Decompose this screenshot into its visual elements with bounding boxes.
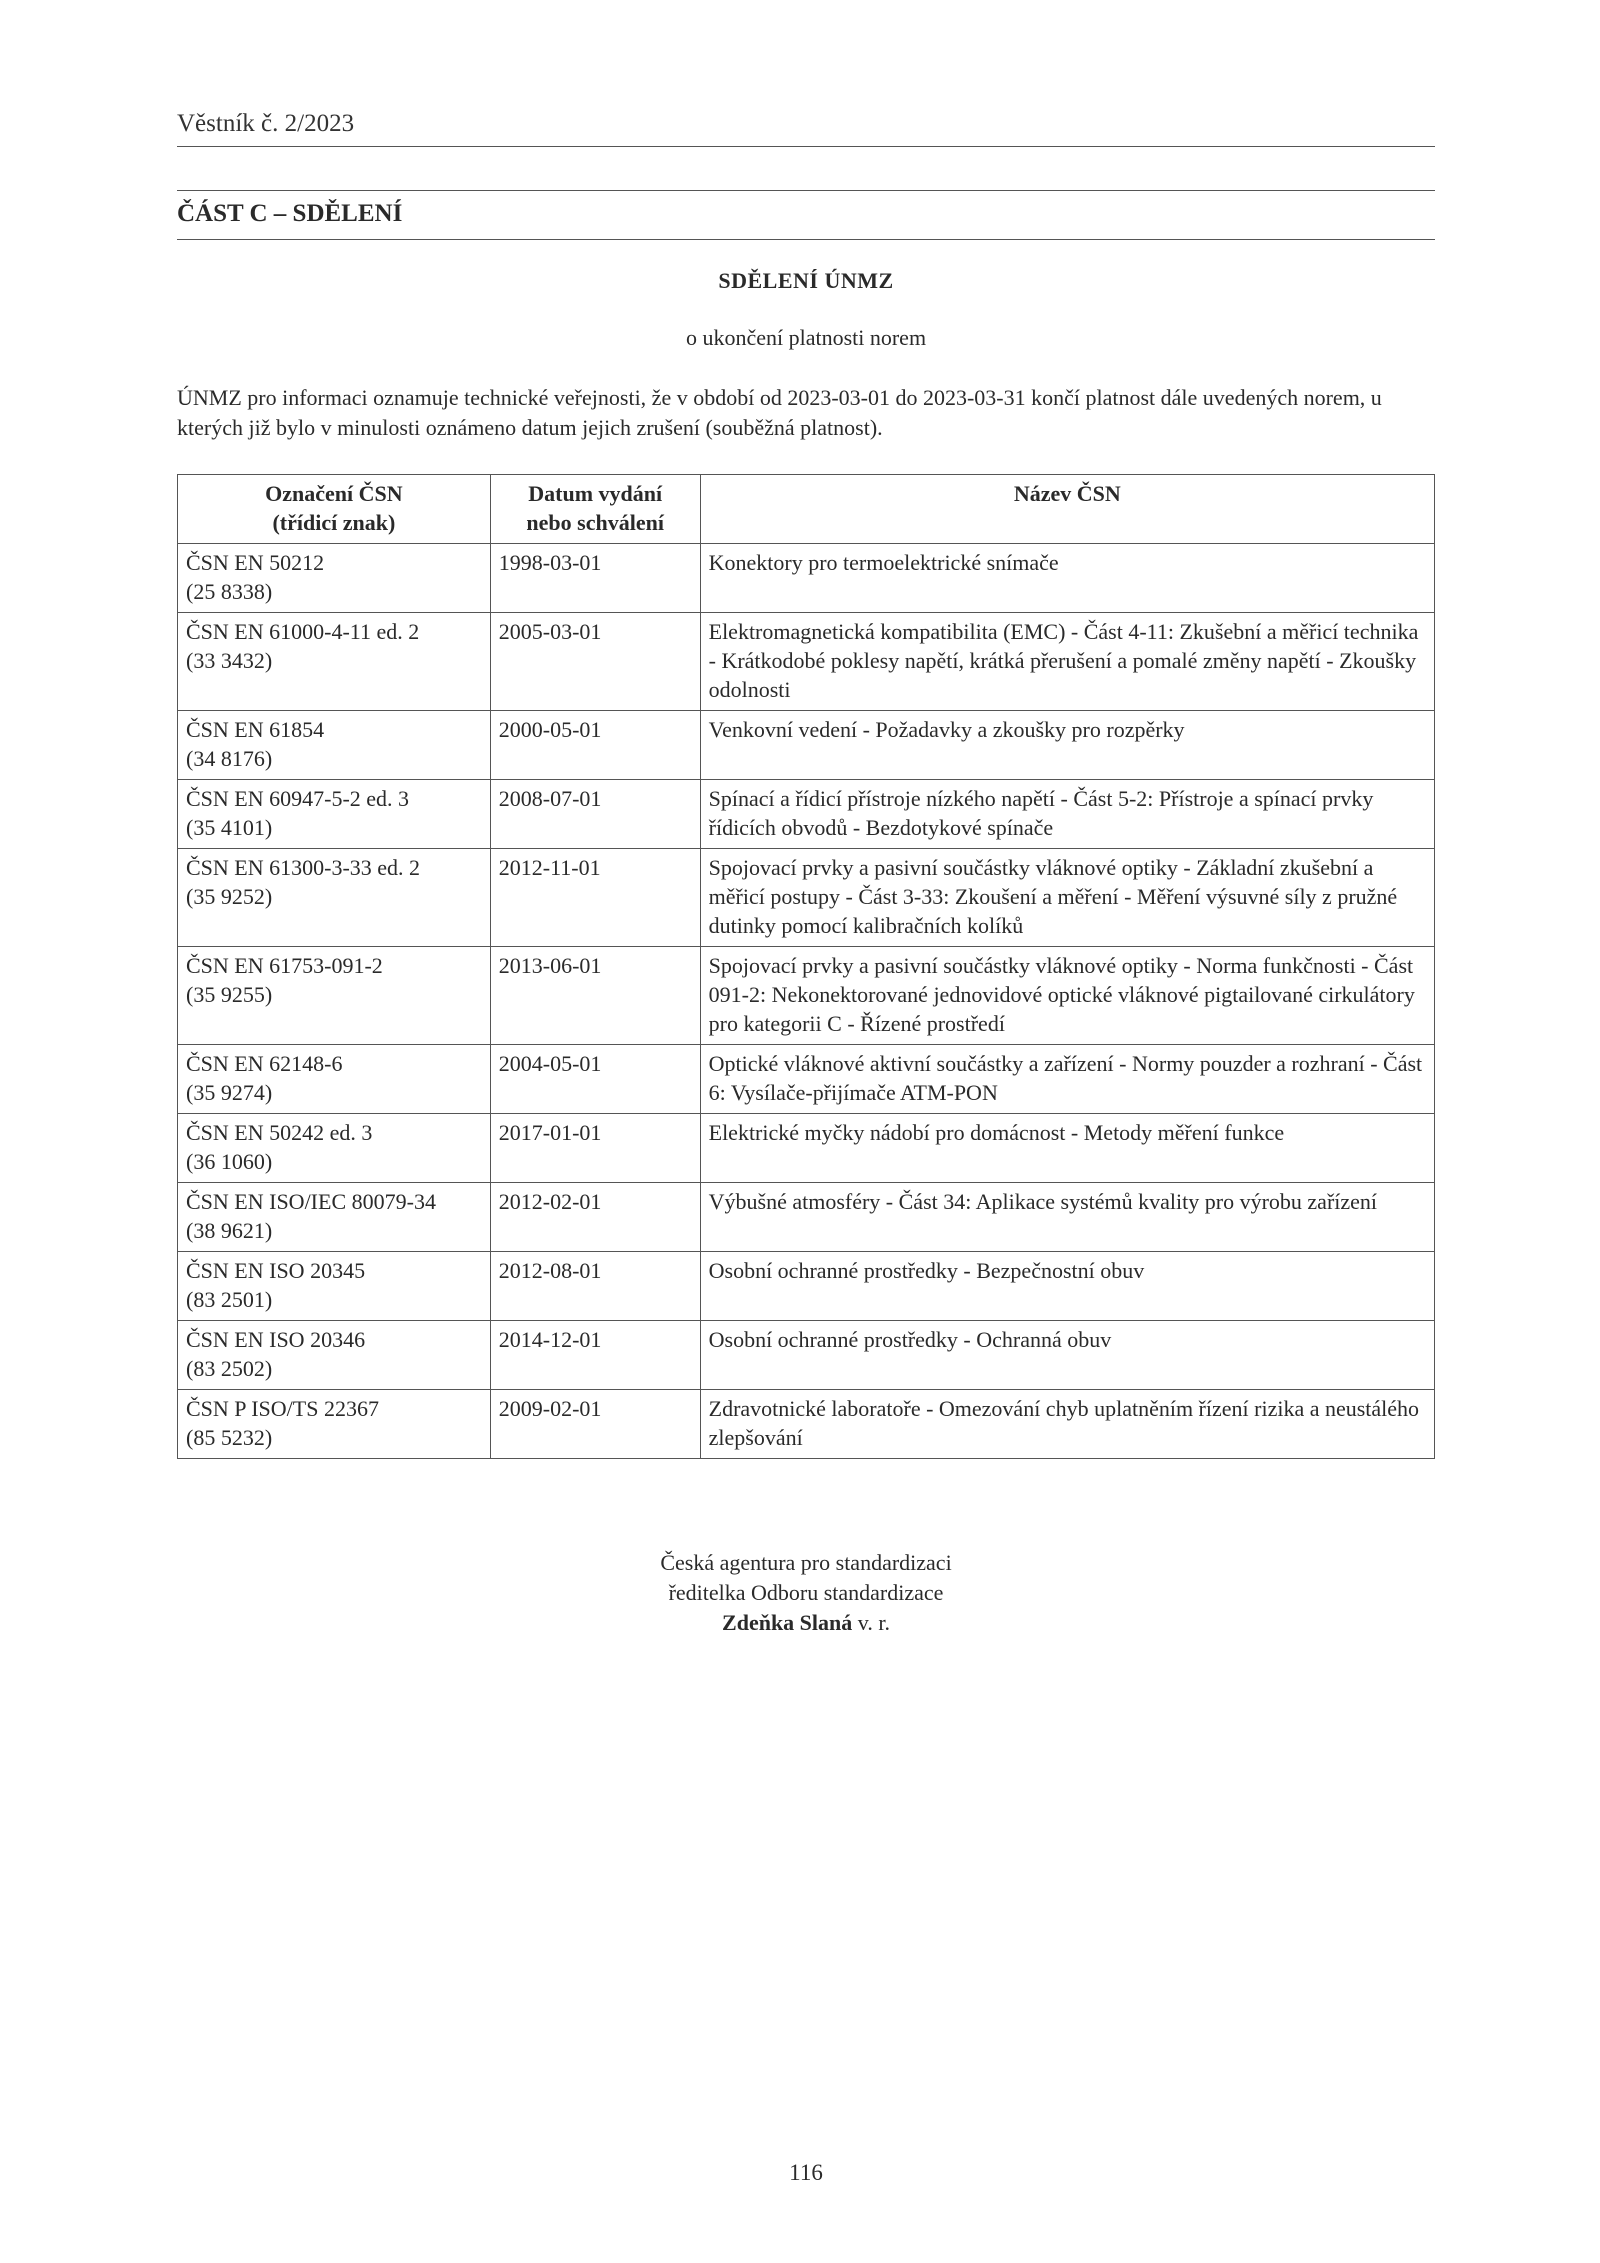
cell-date: 2004-05-01 [490,1045,700,1114]
cell-code [178,613,491,711]
table-row [178,947,1435,1045]
standard-code: ČSN EN 61300-3-33 ed. 2 [186,855,421,880]
cell-standard-name: Spínací a řídicí přístroje nízkého napětí - Část 5-2: Přístroje a spínací prvky řídicích obvodů - Bezdotykové spínače [700,780,1434,849]
signature-name-line [177,1608,1435,1638]
header-date-line2: nebo schválení [526,510,664,535]
cell-standard-name: Venkovní vedení - Požadavky a zkoušky pro rozpěrky [700,711,1434,780]
cell-code [178,1390,491,1459]
standard-code: ČSN EN 61753-091-2 [186,953,383,978]
cell-code [178,780,491,849]
cell-code [178,1321,491,1390]
cell-code [178,1045,491,1114]
table-row [178,544,1435,613]
signature-suffix: v. r. [852,1610,890,1635]
classification-mark: (36 1060) [186,1149,273,1174]
cell-standard-name: Elektromagnetická kompatibilita (EMC) - Část 4-11: Zkušební a měřicí technika - Krátkodobé poklesy napětí, krátká přerušení a pomalé změny napětí - Zkoušky odolnosti [700,613,1434,711]
header-code [178,475,491,544]
table-row [178,711,1435,780]
cell-standard-name: Elektrické myčky nádobí pro domácnost - Metody měření funkce [700,1114,1434,1183]
table-row [178,1114,1435,1183]
classification-mark: (83 2501) [186,1287,273,1312]
classification-mark: (25 8338) [186,579,273,604]
cell-date: 2012-02-01 [490,1183,700,1252]
running-head: Věstník č. 2/2023 [177,110,355,137]
table-body [178,544,1435,1459]
table-row [178,1183,1435,1252]
document-page [177,0,1435,2263]
classification-mark: (33 3432) [186,648,273,673]
classification-mark: (35 9255) [186,982,273,1007]
notice-title: SDĚLENÍ ÚNMZ [718,268,894,293]
header-code-line2: (třídicí znak) [272,510,396,535]
page-number: 116 [789,2160,823,2185]
classification-mark: (38 9621) [186,1218,273,1243]
signature-agency: Česká agentura pro standardizaci [660,1550,952,1575]
section-rule-bottom [177,239,1435,240]
cell-standard-name: Osobní ochranné prostředky - Ochranná obuv [700,1321,1434,1390]
cell-code [178,849,491,947]
table-header-row [178,475,1435,544]
standard-code: ČSN EN 60947-5-2 ed. 3 [186,786,410,811]
cell-date: 2012-11-01 [490,849,700,947]
cell-date: 2000-05-01 [490,711,700,780]
cell-date: 2017-01-01 [490,1114,700,1183]
cell-standard-name: Zdravotnické laboratoře - Omezování chyb uplatněním řízení rizika a neustálého zlepšování [700,1390,1434,1459]
cell-date: 2009-02-01 [490,1390,700,1459]
cell-code [178,1114,491,1183]
header-date [490,475,700,544]
standard-code: ČSN EN 50242 ed. 3 [186,1120,373,1145]
classification-mark: (83 2502) [186,1356,273,1381]
section-rule-top [177,190,1435,191]
standard-code: ČSN EN 61000-4-11 ed. 2 [186,619,420,644]
table-row [178,780,1435,849]
header-date-line1: Datum vydání [528,481,663,506]
cell-standard-name: Spojovací prvky a pasivní součástky vláknové optiky - Norma funkčnosti - Část 091-2: Nekonektorované jednovidové optické vláknové pigtailované cirkulátory pro kategorii C - Řízené prostředí [700,947,1434,1045]
part-title: ČÁST C – SDĚLENÍ [177,200,403,227]
classification-mark: (85 5232) [186,1425,273,1450]
cell-code [178,947,491,1045]
header-rule [177,146,1435,147]
cell-code [178,1252,491,1321]
cell-code [178,711,491,780]
standards-table [177,474,1435,1459]
standard-code: ČSN EN 61854 [186,717,325,742]
standard-code: ČSN EN ISO/IEC 80079-34 [186,1189,436,1214]
cell-date: 1998-03-01 [490,544,700,613]
table-row [178,1390,1435,1459]
cell-date: 2013-06-01 [490,947,700,1045]
table-row [178,1045,1435,1114]
standard-code: ČSN EN 62148-6 [186,1051,343,1076]
standard-code: ČSN EN ISO 20346 [186,1327,366,1352]
cell-standard-name: Osobní ochranné prostředky - Bezpečnostní obuv [700,1252,1434,1321]
cell-date: 2012-08-01 [490,1252,700,1321]
signature-role: ředitelka Odboru standardizace [668,1580,944,1605]
cell-code [178,544,491,613]
header-code-line1: Označení ČSN [265,481,403,506]
standard-code: ČSN P ISO/TS 22367 [186,1396,379,1421]
signature-block [177,1548,1435,1638]
cell-code [178,1183,491,1252]
table-row [178,849,1435,947]
intro-paragraph: ÚNMZ pro informaci oznamuje technické veřejnosti, že v období od 2023-03-01 do 2023-03-31 končí platnost dále uvedených norem, u kterých již bylo v minulosti oznámeno datum jejich zrušení (souběžná platnost). [177,385,1382,440]
classification-mark: (35 4101) [186,815,273,840]
classification-mark: (34 8176) [186,746,273,771]
cell-standard-name: Konektory pro termoelektrické snímače [700,544,1434,613]
table-row [178,1321,1435,1390]
cell-date: 2008-07-01 [490,780,700,849]
cell-standard-name: Optické vláknové aktivní součástky a zařízení - Normy pouzder a rozhraní - Část 6: Vysílače-přijímače ATM-PON [700,1045,1434,1114]
signature-name: Zdeňka Slaná [722,1610,853,1635]
table-row [178,613,1435,711]
cell-standard-name: Výbušné atmosféry - Část 34: Aplikace systémů kvality pro výrobu zařízení [700,1183,1434,1252]
classification-mark: (35 9252) [186,884,273,909]
cell-date: 2014-12-01 [490,1321,700,1390]
classification-mark: (35 9274) [186,1080,273,1105]
header-name: Název ČSN [700,475,1434,544]
cell-date: 2005-03-01 [490,613,700,711]
standard-code: ČSN EN ISO 20345 [186,1258,366,1283]
notice-subtitle: o ukončení platnosti norem [685,325,927,350]
cell-standard-name: Spojovací prvky a pasivní součástky vláknové optiky - Základní zkušební a měřicí postupy - Část 3-33: Zkoušení a měření - Měření výsuvné síly z pružné dutinky pomocí kalibračních kolíků [700,849,1434,947]
table-row [178,1252,1435,1321]
standard-code: ČSN EN 50212 [186,550,325,575]
